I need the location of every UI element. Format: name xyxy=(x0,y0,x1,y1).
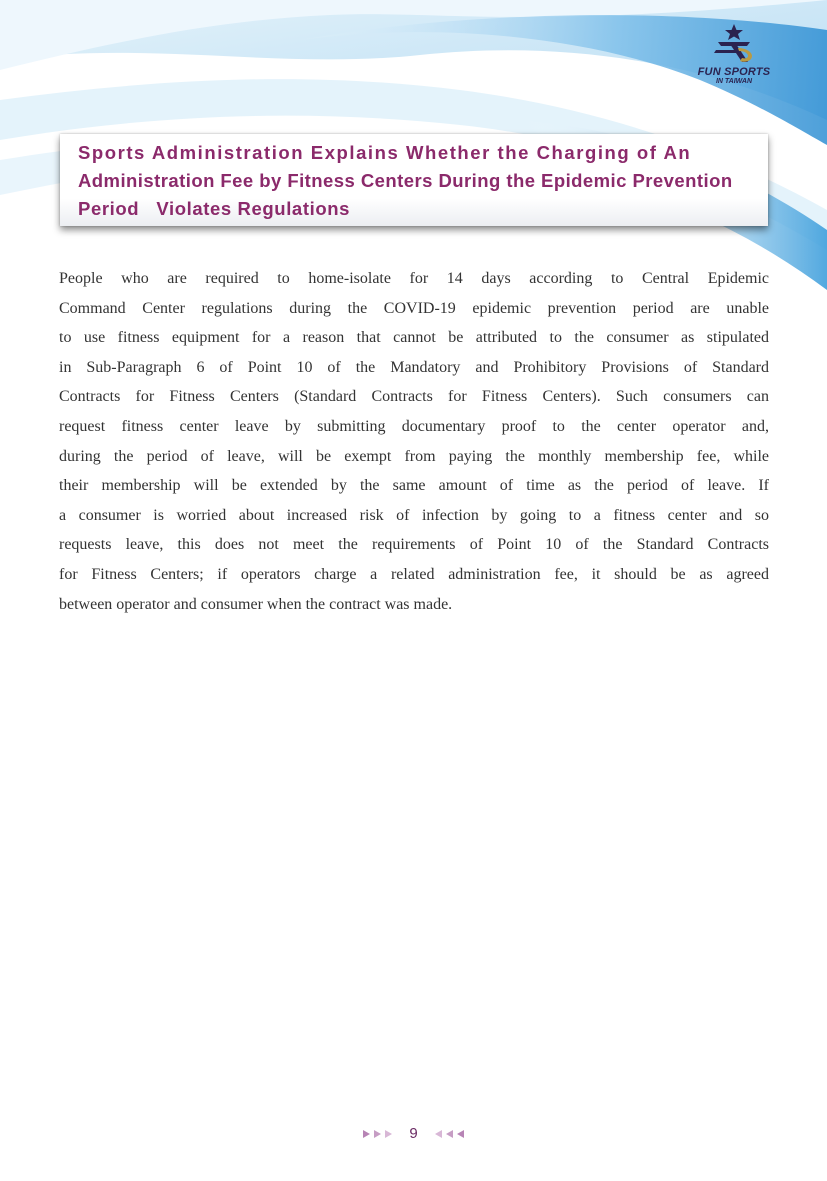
logo-subtitle: IN TAIWAN xyxy=(715,78,753,85)
body-line: requests leave, this does not meet the requirements of Point 10 of the Standard Contracts xyxy=(59,536,769,554)
article-title-box xyxy=(60,134,768,226)
article-title-line: Administration Fee by Fitness Centers During the Epidemic Prevention xyxy=(78,170,733,191)
article-title-line: Sports Administration Explains Whether the Charging of An xyxy=(78,142,692,163)
body-line: People who are required to home-isolate for 14 days according to Central Epidemic xyxy=(59,270,769,287)
body-line: for Fitness Centers; if operators charge a related administration fee, it should be as agreed xyxy=(59,565,769,583)
fun-sports-logo xyxy=(684,22,784,94)
body-line: a consumer is worried about increased risk of infection by going to a fitness center and so xyxy=(59,506,769,524)
triple-arrow-left-icon xyxy=(434,1129,464,1139)
runner-star-icon xyxy=(712,22,756,64)
body-line: in Sub-Paragraph 6 of Point 10 of the Mandatory and Prohibitory Provisions of Standard xyxy=(59,358,769,376)
body-line: Contracts for Fitness Centers (Standard Contracts for Fitness Centers). Such consumers can xyxy=(59,388,769,406)
body-line: request fitness center leave by submitting documentary proof to the center operator and, xyxy=(59,417,769,435)
logo-title: FUN SPORTS xyxy=(697,66,771,78)
body-line: Command Center regulations during the COVID-19 epidemic prevention period are unable xyxy=(59,299,769,317)
body-line: to use fitness equipment for a reason that cannot be attributed to the consumer as stipulated xyxy=(59,329,769,347)
body-line: between operator and consumer when the contract was made. xyxy=(59,595,453,613)
body-line: during the period of leave, will be exempt from paying the monthly membership fee, while xyxy=(59,447,769,465)
article-body xyxy=(59,264,769,619)
page-number: 9 xyxy=(409,1125,418,1142)
body-line: their membership will be extended by the same amount of time as the period of leave. If xyxy=(59,477,769,495)
page-footer xyxy=(0,1124,827,1148)
triple-arrow-right-icon xyxy=(363,1129,393,1139)
article-title-line: Period Violates Regulations xyxy=(78,198,351,219)
